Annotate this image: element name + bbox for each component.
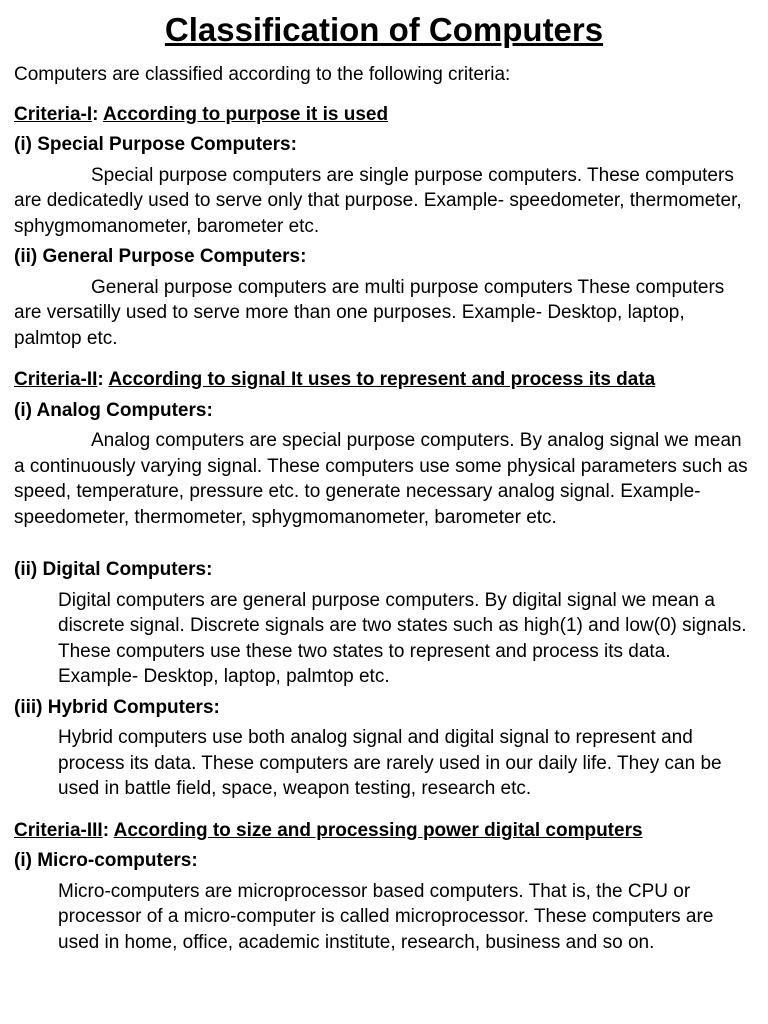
criteria-1-title: According to purpose it is used [103,103,389,125]
analog-heading: (i) Analog Computers: [14,399,213,421]
general-purpose-heading: (ii) General Purpose Computers: [14,246,307,267]
digital-body: Digital computers are general purpose computers. By digital signal we mean a discrete signal. Discrete signals are two states such as high(1) and low(0) signals. These computers use these two states to represent and process its data. Example- Desktop, laptop, palmtop etc. [58,589,747,687]
criteria-1-heading [14,102,754,128]
micro-computers-body: Micro-computers are microprocessor based computers. That is, the CPU or processor of a micro-computer is called microprocessor. These computers are used in home, office, academic institute, research, business and so on. [58,880,714,953]
intro-text: Computers are classified according to the following criteria: [14,64,511,85]
criteria-1-separator: : [92,103,104,125]
digital-heading: (ii) Digital Computers: [14,559,213,580]
page-title: Classification of Computers [164,11,604,48]
hybrid-heading: (iii) Hybrid Computers: [14,696,220,718]
criteria-1-label: Criteria-I [14,103,93,125]
criteria-3-heading [14,818,754,844]
special-purpose-body: Special purpose computers are single purpose computers. These computers are dedicatedly used to serve only that purpose. Example- speedometer, thermometer, sphygmomanometer, barometer etc. [14,164,742,237]
criteria-2-separator: : [97,369,109,390]
hybrid-body: Hybrid computers use both analog signal and digital signal to represent and process its data. These computers are rarely used in our daily life. They can be used in battle field, space, weapon testing, research etc. [58,727,722,799]
special-purpose-heading: (i) Special Purpose Computers: [14,134,297,155]
criteria-2-heading [14,367,754,393]
criteria-2-label: Criteria-II [14,369,98,390]
criteria-3-title: According to size and processing power digital computers [113,819,643,841]
analog-body: Analog computers are special purpose computers. By analog signal we mean a continuously varying signal. These computers use some physical parameters such as speed, temperature, pressure etc. to generate necessary analog signal. Example- speedometer, thermometer, sphygmomanometer, barometer etc. [14,430,748,528]
criteria-2-title: According to signal It uses to represent and process its data [108,369,656,390]
criteria-3-separator: : [102,819,114,841]
general-purpose-body: General purpose computers are multi purpose computers These computers are versatilly used to serve more than one purposes. Example- Desktop, laptop, palmtop etc. [14,276,725,349]
micro-computers-heading: (i) Micro-computers: [14,850,198,871]
criteria-3-label: Criteria-III [14,819,103,841]
